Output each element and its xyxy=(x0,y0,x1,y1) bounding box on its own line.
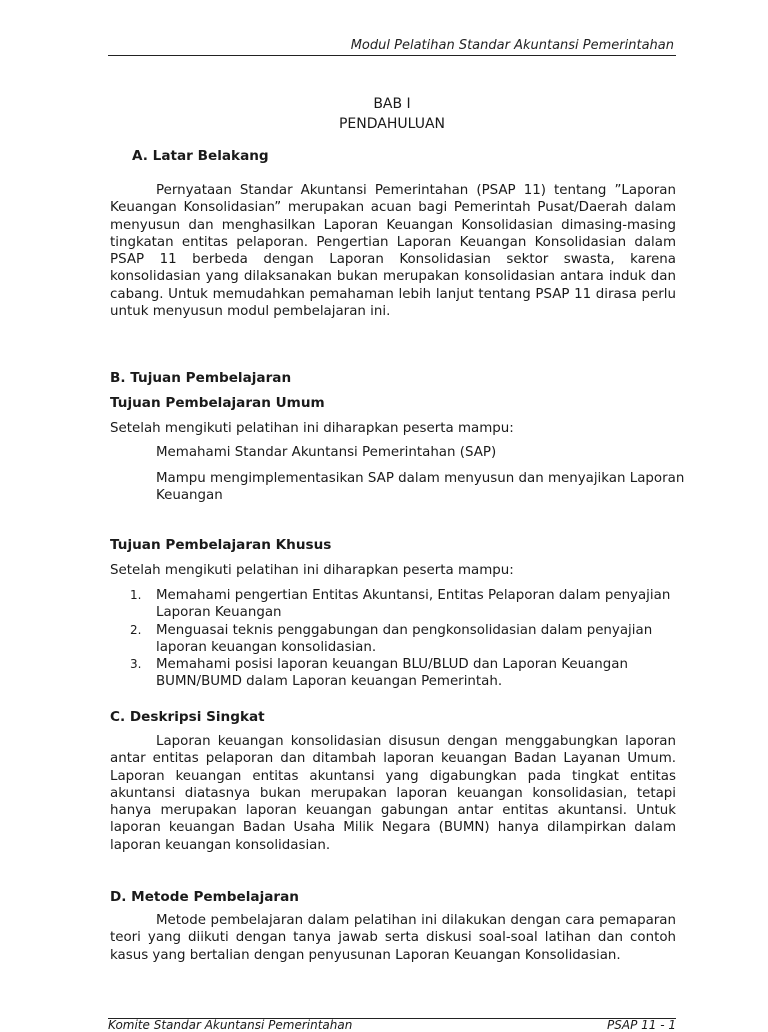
footer-left-text: Komite Standar Akuntansi Pemerintahan xyxy=(108,1018,353,1032)
section-a-heading: A. Latar Belakang xyxy=(132,148,269,164)
list-text: Memahami pengertian Entitas Akuntansi, Entitas Pelaporan dalam penyajian Laporan Keuangan xyxy=(156,588,671,621)
numbered-list-item xyxy=(110,587,676,622)
numbered-list-item xyxy=(110,622,676,657)
numbered-list-item xyxy=(110,656,676,691)
section-d-paragraph: Metode pembelajaran dalam pelatihan ini dilakukan dengan cara pemaparan teori yang diikuti dengan tanya jawab serta diskusi soal-soal latihan dan contoh kasus yang bertalian dengan penyusunan Laporan Keuangan Konsolidasian. xyxy=(110,913,676,963)
section-b-heading: B. Tujuan Pembelajaran xyxy=(110,370,292,386)
tujuan-umum-item: Mampu mengimplementasikan SAP dalam menyusun dan menyajikan Laporan Keuangan xyxy=(156,471,685,504)
section-c-heading: C. Deskripsi Singkat xyxy=(110,709,265,725)
chapter-heading xyxy=(108,94,676,134)
tujuan-khusus-intro: Setelah mengikuti pelatihan ini diharapkan peserta mampu: xyxy=(110,563,514,578)
list-text: Menguasai teknis penggabungan dan pengkonsolidasian dalam penyajian laporan keuangan konsolidasian. xyxy=(156,623,653,656)
tujuan-umum-intro: Setelah mengikuti pelatihan ini diharapkan peserta mampu: xyxy=(110,421,514,436)
tujuan-umum-item: Memahami Standar Akuntansi Pemerintahan (SAP) xyxy=(156,445,497,460)
tujuan-umum-heading: Tujuan Pembelajaran Umum xyxy=(110,395,325,411)
section-d-heading: D. Metode Pembelajaran xyxy=(110,889,299,905)
header-divider xyxy=(108,55,676,56)
list-number: 2. xyxy=(130,623,142,637)
list-text: Memahami posisi laporan keuangan BLU/BLUD dan Laporan Keuangan BUMN/BUMD dalam Laporan keuangan Pemerintah. xyxy=(156,657,628,690)
section-a-paragraph: Pernyataan Standar Akuntansi Pemerintahan (PSAP 11) tentang ”Laporan Keuangan Konsolidasian” merupakan acuan bagi Pemerintah Pusat/Daerah dalam menyusun dan menghasilkan Laporan Keuangan Konsolidasian dimasing-masing tingkatan entitas pelaporan. Pengertian Laporan Keuangan Konsolidasian dalam PSAP 11 berbeda dengan Laporan Konsolidasian sektor swasta, karena konsolidasian yang dilaksanakan bukan merupakan konsolidasian antara induk dan cabang. Untuk memudahkan pemahaman lebih lanjut tentang PSAP 11 dirasa perlu untuk menyusun modul pembelajaran ini. xyxy=(110,183,676,320)
running-header: Modul Pelatihan Standar Akuntansi Pemerintahan xyxy=(350,38,674,53)
footer-page-number: PSAP 11 - 1 xyxy=(607,1018,676,1032)
list-number: 3. xyxy=(130,657,142,671)
chapter-number: BAB I xyxy=(373,96,411,112)
list-number: 1. xyxy=(130,588,142,602)
chapter-title: PENDAHULUAN xyxy=(338,116,446,132)
tujuan-khusus-heading: Tujuan Pembelajaran Khusus xyxy=(110,537,332,553)
section-c-paragraph: Laporan keuangan konsolidasian disusun dengan menggabungkan laporan antar entitas pelaporan dan ditambah laporan keuangan Badan Layanan Umum. Laporan keuangan entitas akuntansi yang digabungkan pada tingkat entitas akuntansi diatasnya bukan merupakan laporan keuangan konsolidasian, tetapi hanya merupakan laporan keuangan gabungan antar entitas akuntansi. Untuk laporan keuangan Badan Usaha Milik Negara (BUMN) hanya dilampirkan dalam laporan keuangan konsolidasian. xyxy=(110,734,676,853)
